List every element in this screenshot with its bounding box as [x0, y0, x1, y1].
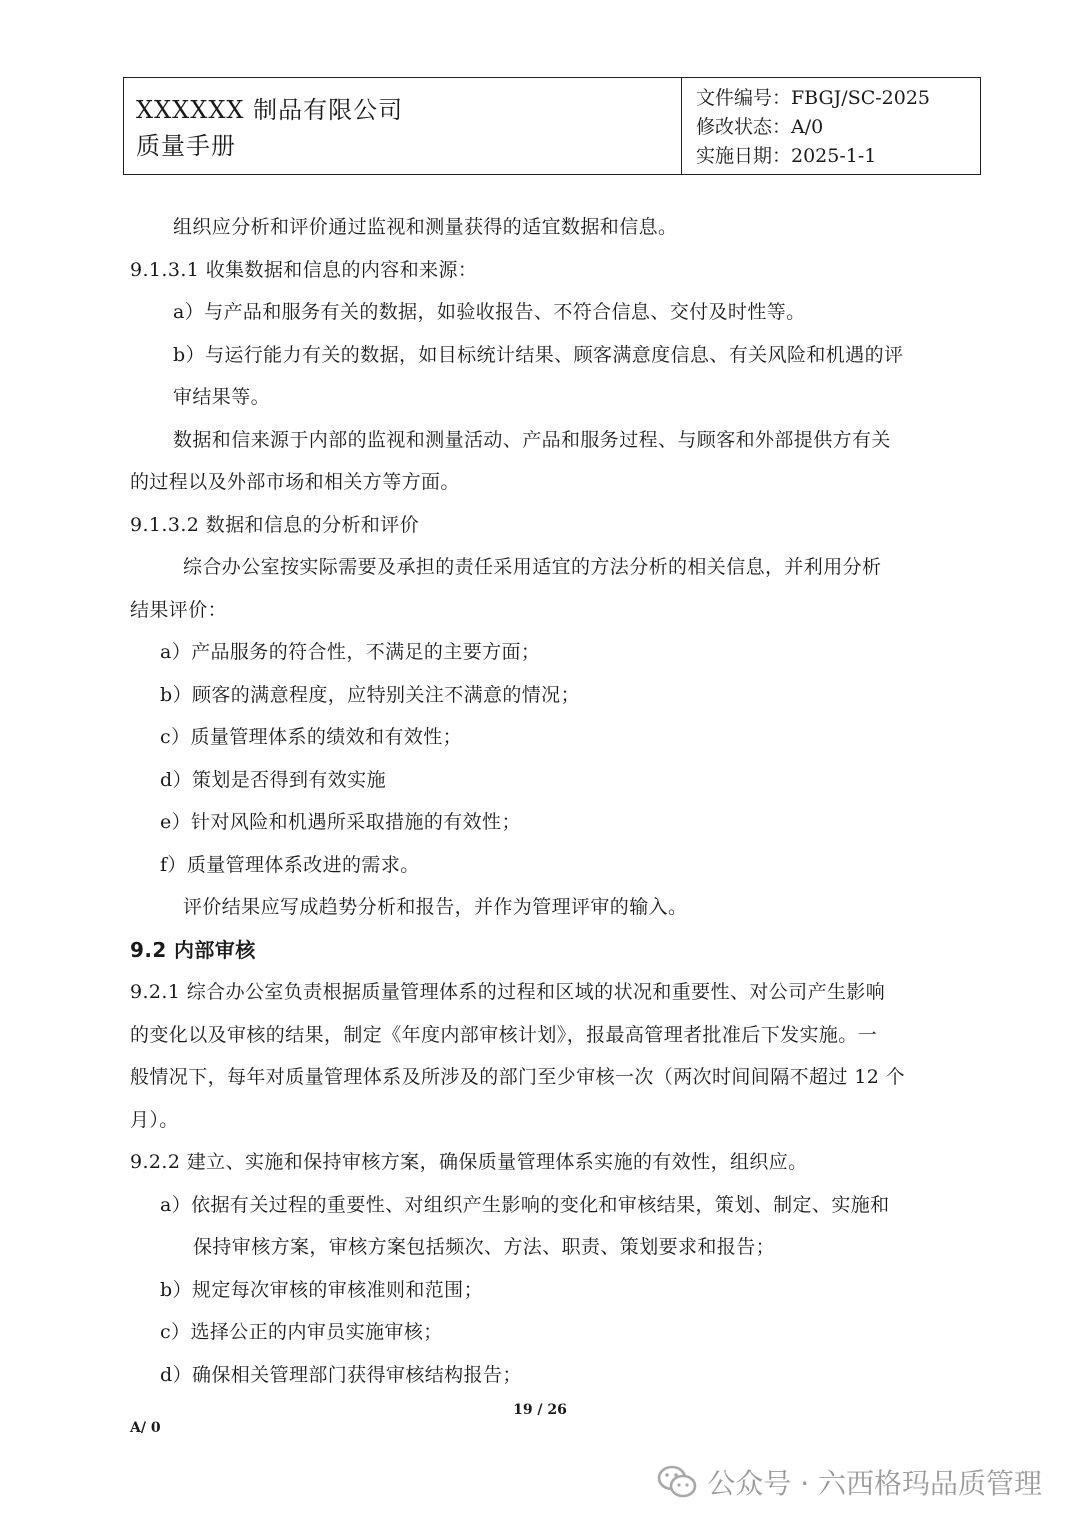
document-header: [123, 77, 981, 175]
list-item: a）产品服务的符合性，不满足的主要方面；: [160, 641, 541, 663]
paragraph-line: 组织应分析和评价通过监视和测量获得的适宜数据和信息。: [173, 216, 678, 238]
paragraph-line: 9.2.2 建立、实施和保持审核方案，确保质量管理体系实施的有效性，组织应。: [130, 1151, 808, 1173]
list-item-continuation: 审结果等。: [173, 386, 271, 408]
paragraph-line: 评价结果应写成趋势分析和报告，并作为管理评审的输入。: [183, 896, 688, 918]
list-item: d）策划是否得到有效实施: [160, 769, 386, 791]
list-item: a）依据有关过程的重要性、对组织产生影响的变化和审核结果，策划、制定、实施和: [160, 1194, 890, 1216]
paragraph-line: 9.2.1 综合办公室负责根据质量管理体系的过程和区域的状况和重要性、对公司产生影响: [130, 981, 886, 1003]
list-item: e）针对风险和机遇所采取措施的有效性；: [160, 811, 521, 833]
list-item: c）选择公正的内审员实施审核；: [160, 1321, 443, 1343]
header-left: [124, 78, 682, 174]
section-heading: 9.2 内部审核: [130, 938, 256, 962]
list-item: b）顾客的满意程度，应特别关注不满意的情况；: [160, 684, 580, 706]
subsection-heading: 9.1.3.2 数据和信息的分析和评价: [130, 514, 420, 536]
paragraph-line: 的过程以及外部市场和相关方等方面。: [130, 471, 460, 493]
paragraph-line: 综合办公室按实际需要及承担的责任采用适宜的方法分析的相关信息，并利用分析: [183, 556, 882, 578]
footer-revision: A/ 0: [130, 1420, 161, 1436]
list-item-continuation: 保持审核方案，审核方案包括频次、方法、职责、策划要求和报告；: [193, 1236, 776, 1258]
list-item: a）与产品和服务有关的数据，如验收报告、不符合信息、交付及时性等。: [173, 301, 806, 323]
paragraph-line: 数据和信来源于内部的监视和测量活动、产品和服务过程、与顾客和外部提供方有关: [173, 429, 891, 451]
list-item: f）质量管理体系改进的需求。: [160, 854, 420, 876]
manual-title: 质量手册: [136, 132, 236, 160]
watermark: [657, 1462, 1042, 1502]
list-item: b）规定每次审核的审核准则和范围；: [160, 1279, 483, 1301]
paragraph-line: 般情况下，每年对质量管理体系及所涉及的部门至少审核一次（两次时间间隔不超过 12 个: [130, 1066, 906, 1088]
list-item: c）质量管理体系的绩效和有效性；: [160, 726, 463, 748]
header-right: [682, 78, 980, 174]
paragraph-line: 的变化以及审核的结果，制定《年度内部审核计划》，报最高管理者批准后下发实施。一: [130, 1024, 878, 1046]
list-item: d）确保相关管理部门获得审核结构报告；: [160, 1364, 522, 1386]
page-number: 19 / 26: [513, 1402, 567, 1418]
wechat-icon: [657, 1465, 697, 1499]
subsection-heading: 9.1.3.1 收集数据和信息的内容和来源：: [130, 259, 478, 281]
company-name: XXXXXX 制品有限公司: [136, 96, 404, 124]
watermark-text: 公众号 · 六西格玛品质管理: [707, 1467, 1042, 1500]
effective-date: 实施日期：2025-1-1: [696, 145, 877, 167]
paragraph-line: 结果评价：: [130, 599, 228, 621]
paragraph-line: 月）。: [130, 1109, 179, 1131]
list-item: b）与运行能力有关的数据，如目标统计结果、顾客满意度信息、有关风险和机遇的评: [173, 344, 904, 366]
revision-status: 修改状态：A/0: [696, 116, 824, 138]
file-number: 文件编号：FBGJ/SC-2025: [696, 87, 931, 109]
